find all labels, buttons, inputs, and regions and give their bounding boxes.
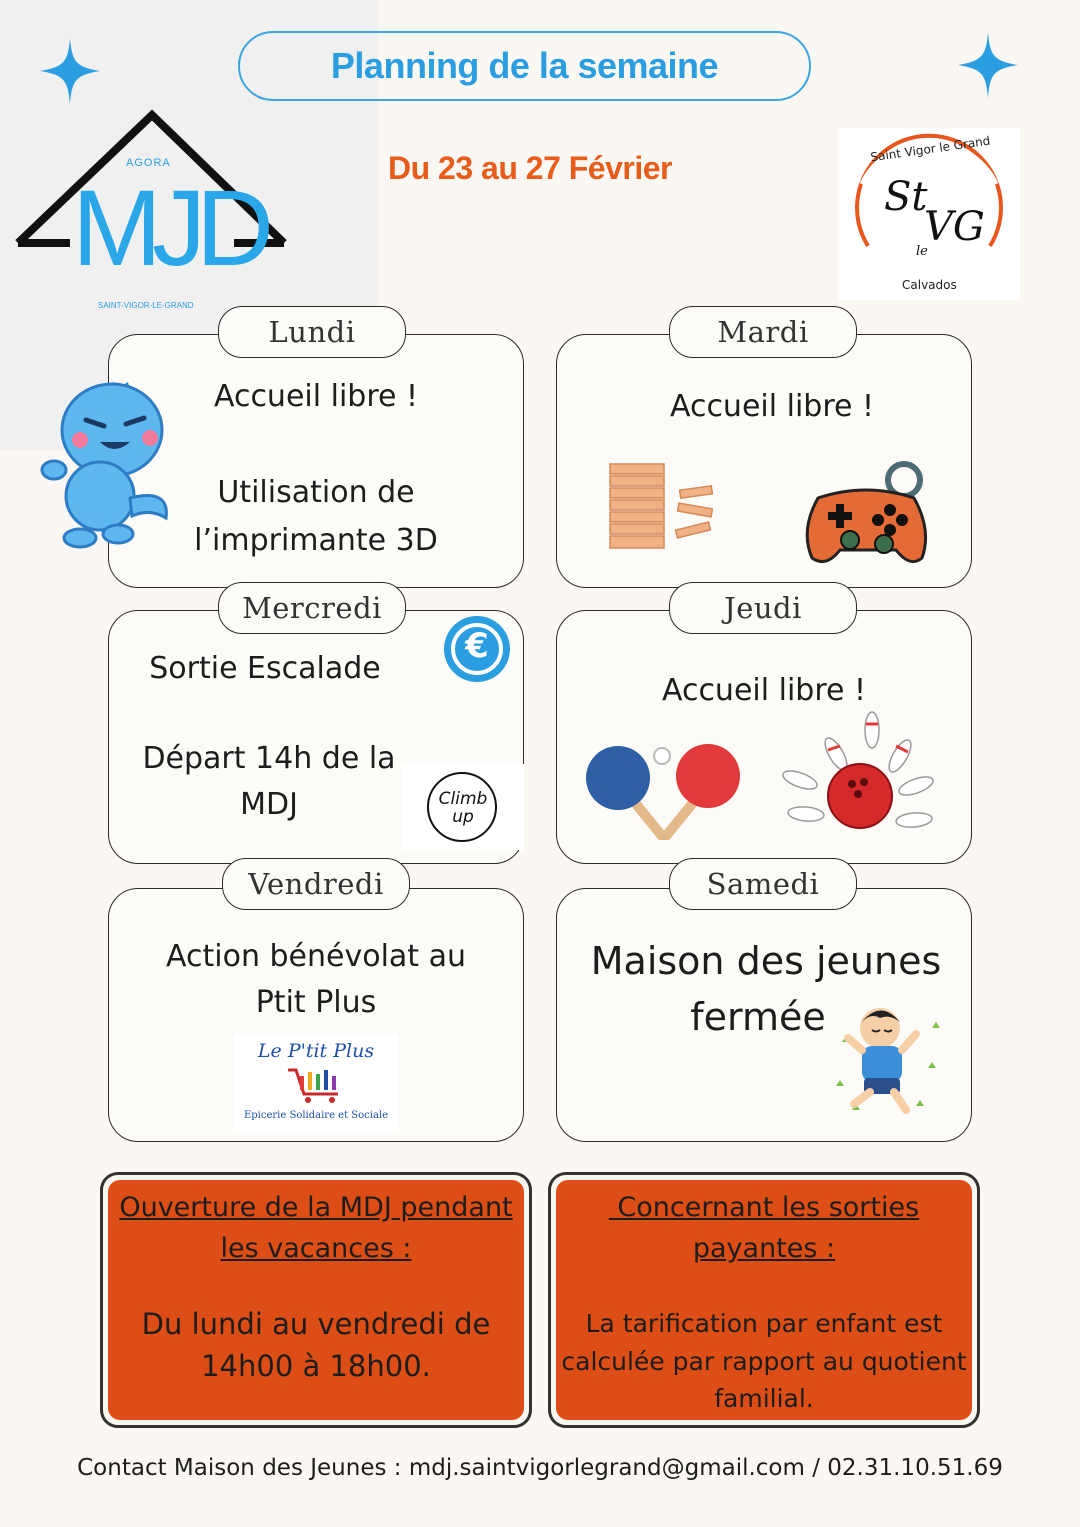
jeudi-line1: Accueil libre ! xyxy=(661,673,867,708)
vendredi-line1: Action bénévolat au xyxy=(166,939,466,974)
climb-up-text: Climb up xyxy=(438,789,488,827)
svg-logo xyxy=(838,128,1020,300)
day-label-mardi: Mardi xyxy=(669,306,857,358)
day-label-lundi: Lundi xyxy=(218,306,406,358)
svg-logo-top-text: Saint Vigor le Grand xyxy=(869,133,992,165)
day-label-mercredi: Mercredi xyxy=(218,582,406,634)
mercredi-line2: Départ 14h de la xyxy=(142,741,396,776)
mercredi-line1: Sortie Escalade xyxy=(149,651,381,686)
ptit-plus-name: Le P'tit Plus xyxy=(257,1040,375,1062)
opening-heading-line1: Ouverture de la MDJ pendant xyxy=(119,1192,513,1223)
date-range: Du 23 au 27 Février xyxy=(388,150,672,186)
ptit-plus-tagline: Epicerie Solidaire et Sociale xyxy=(243,1110,389,1121)
samedi-line2: fermée xyxy=(690,995,826,1039)
bowling-icon xyxy=(776,710,936,836)
title-banner xyxy=(238,31,811,101)
vendredi-line2: Ptit Plus xyxy=(255,985,377,1020)
day-label-vendredi: Vendredi xyxy=(222,858,410,910)
info-box-paid-outings-content xyxy=(556,1180,972,1420)
mdj-logo xyxy=(12,105,292,315)
opening-heading-line2: les vacances : xyxy=(220,1232,412,1264)
sparkle-icon-left xyxy=(38,36,102,117)
dinosaur-mascot-icon xyxy=(40,368,175,550)
climb-up-logo xyxy=(402,764,524,850)
day-label-samedi: Samedi xyxy=(669,858,857,910)
mdj-logo-bottom-text: SAINT-VIGOR-LE-GRAND xyxy=(98,301,194,310)
mdj-logo-letters: MJD xyxy=(72,167,264,288)
samedi-line1: Maison des jeunes xyxy=(590,939,942,983)
svg-logo-st: St xyxy=(884,174,928,220)
outings-body-line1: La tarification par enfant est xyxy=(585,1309,943,1338)
info-box-opening-hours-content xyxy=(108,1180,524,1420)
svg-logo-le: le xyxy=(916,244,928,259)
lundi-line1: Accueil libre ! xyxy=(213,379,419,414)
opening-body-line1: Du lundi au vendredi de xyxy=(141,1307,491,1341)
footer-contact: Contact Maison des Jeunes : mdj.saintvigorlegrand@gmail.com / 02.31.10.51.69 xyxy=(77,1455,1003,1481)
game-controller-icon xyxy=(800,458,932,572)
resting-boy-icon xyxy=(832,1000,954,1116)
outings-body-line3: familial. xyxy=(714,1384,814,1413)
outings-heading-line2: payantes : xyxy=(692,1232,836,1264)
svg-logo-vg: VG xyxy=(924,204,985,250)
page-title: Planning de la semaine xyxy=(330,45,719,86)
lundi-line3: l’imprimante 3D xyxy=(194,523,438,558)
euro-coin-icon xyxy=(442,614,512,684)
ping-pong-icon xyxy=(584,744,744,840)
ptit-plus-logo xyxy=(234,1034,398,1132)
sparkle-icon-right xyxy=(956,30,1020,111)
euro-symbol: € xyxy=(465,626,489,666)
mercredi-line3: MDJ xyxy=(240,787,298,822)
jenga-tower-icon xyxy=(604,460,722,556)
lundi-line2: Utilisation de xyxy=(217,475,415,510)
outings-body-line2: calculée par rapport au quotient xyxy=(561,1346,967,1376)
mardi-line1: Accueil libre ! xyxy=(669,389,875,424)
opening-body-line2: 14h00 à 18h00. xyxy=(201,1349,431,1384)
day-label-jeudi: Jeudi xyxy=(669,582,857,634)
outings-heading-line1: Concernant les sorties xyxy=(608,1192,920,1223)
mdj-logo-top-text: AGORA xyxy=(126,157,171,169)
svg-logo-bottom-text: Calvados xyxy=(902,278,957,292)
